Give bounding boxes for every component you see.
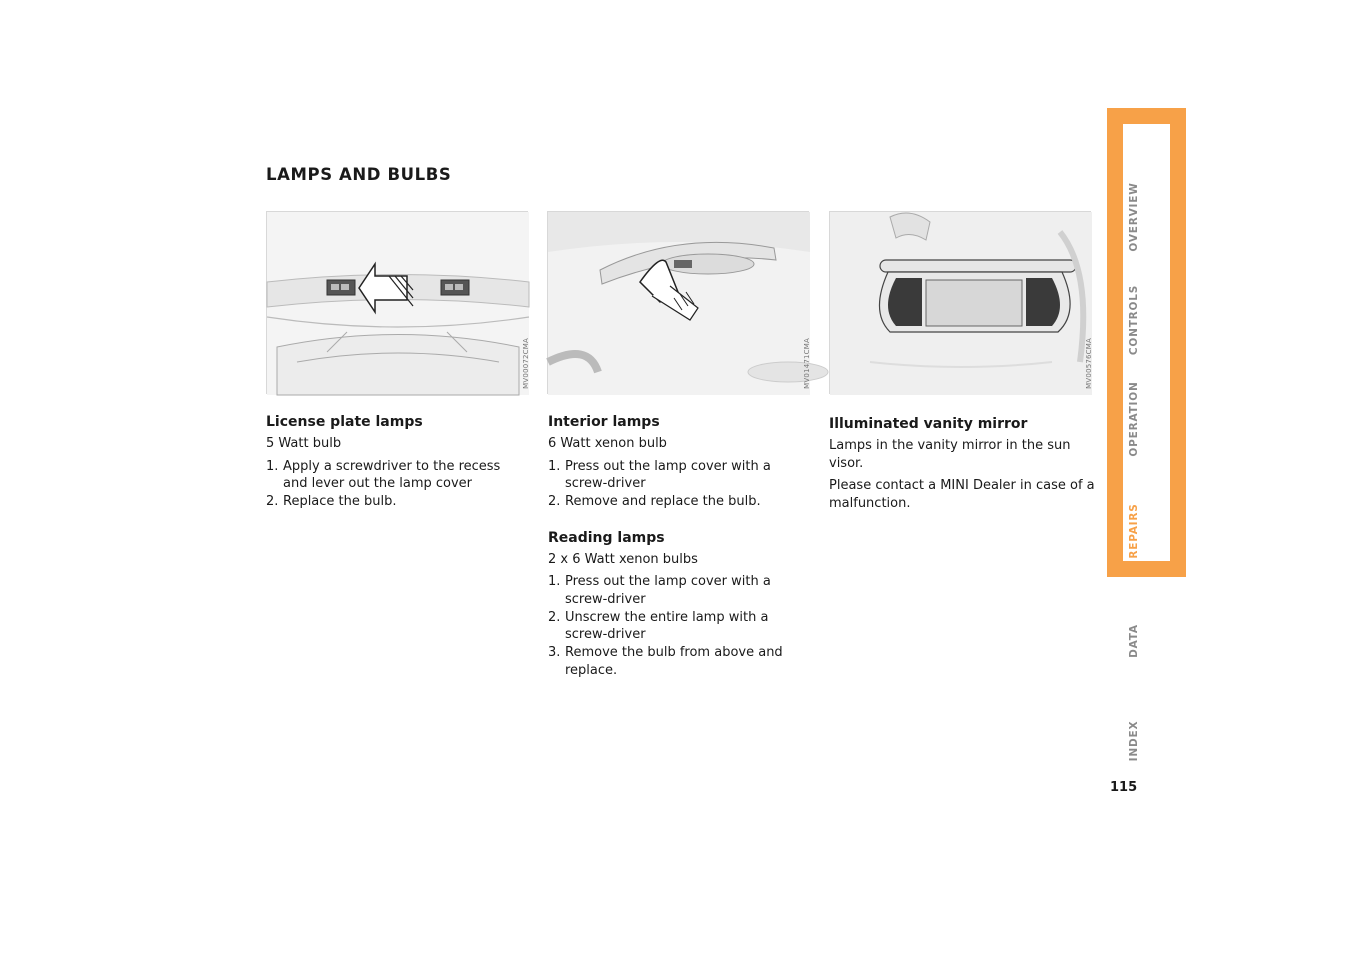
bulb-spec: 5 Watt bulb bbox=[266, 436, 342, 451]
list-item: 2. Unscrew the entire lamp with a screw-driver bbox=[548, 609, 769, 642]
section-heading: Interior lamps bbox=[548, 414, 660, 430]
page-number: 115 bbox=[1110, 780, 1138, 795]
vanity-section bbox=[829, 415, 1101, 517]
list-item: 2. Replace the bulb. bbox=[266, 494, 397, 509]
steps-list bbox=[548, 458, 810, 511]
figure-code: MV01471CMA bbox=[803, 338, 811, 389]
interior-section bbox=[548, 413, 810, 680]
section-heading: License plate lamps bbox=[266, 414, 423, 430]
steps-list bbox=[548, 573, 810, 679]
bulb-spec: 2 x 6 Watt xenon bulbs bbox=[548, 551, 698, 567]
tab-index[interactable]: INDEX bbox=[1128, 720, 1140, 762]
tab-data[interactable]: DATA bbox=[1128, 624, 1140, 658]
section-heading: Reading lamps bbox=[548, 529, 665, 546]
license-plate-lamps-figure bbox=[266, 211, 528, 394]
license-plate-section bbox=[266, 413, 528, 511]
page-title: LAMPS AND BULBS bbox=[266, 165, 452, 184]
vanity-mirror-figure bbox=[829, 211, 1091, 394]
list-item: 2. Remove and replace the bulb. bbox=[548, 494, 761, 509]
tab-overview[interactable]: OVERVIEW bbox=[1128, 182, 1140, 252]
body-text: Lamps in the vanity mirror in the sun visor. bbox=[829, 438, 1071, 471]
bulb-spec: 6 Watt xenon bulb bbox=[548, 436, 667, 451]
list-item: 1. Press out the lamp cover with a screw-driver bbox=[548, 458, 771, 491]
steps-list bbox=[266, 458, 528, 511]
figure-code: MV00576CMA bbox=[1085, 338, 1093, 389]
figure-code: MV00072CMA bbox=[522, 338, 530, 389]
list-item: 3. Remove the bulb from above and replace. bbox=[548, 645, 783, 678]
tab-controls[interactable]: CONTROLS bbox=[1128, 284, 1140, 356]
list-item: 1. Press out the lamp cover with a screw-driver bbox=[548, 574, 771, 607]
tab-operation[interactable]: OPERATION bbox=[1128, 381, 1140, 457]
tab-repairs[interactable]: REPAIRS bbox=[1128, 503, 1140, 559]
interior-lamps-figure bbox=[547, 211, 809, 394]
section-heading: Illuminated vanity mirror bbox=[829, 416, 1028, 432]
body-text: Please contact a MINI Dealer in case of a malfunction. bbox=[829, 478, 1095, 511]
list-item: 1. Apply a screwdriver to the recess and lever out the lamp cover bbox=[266, 458, 501, 491]
